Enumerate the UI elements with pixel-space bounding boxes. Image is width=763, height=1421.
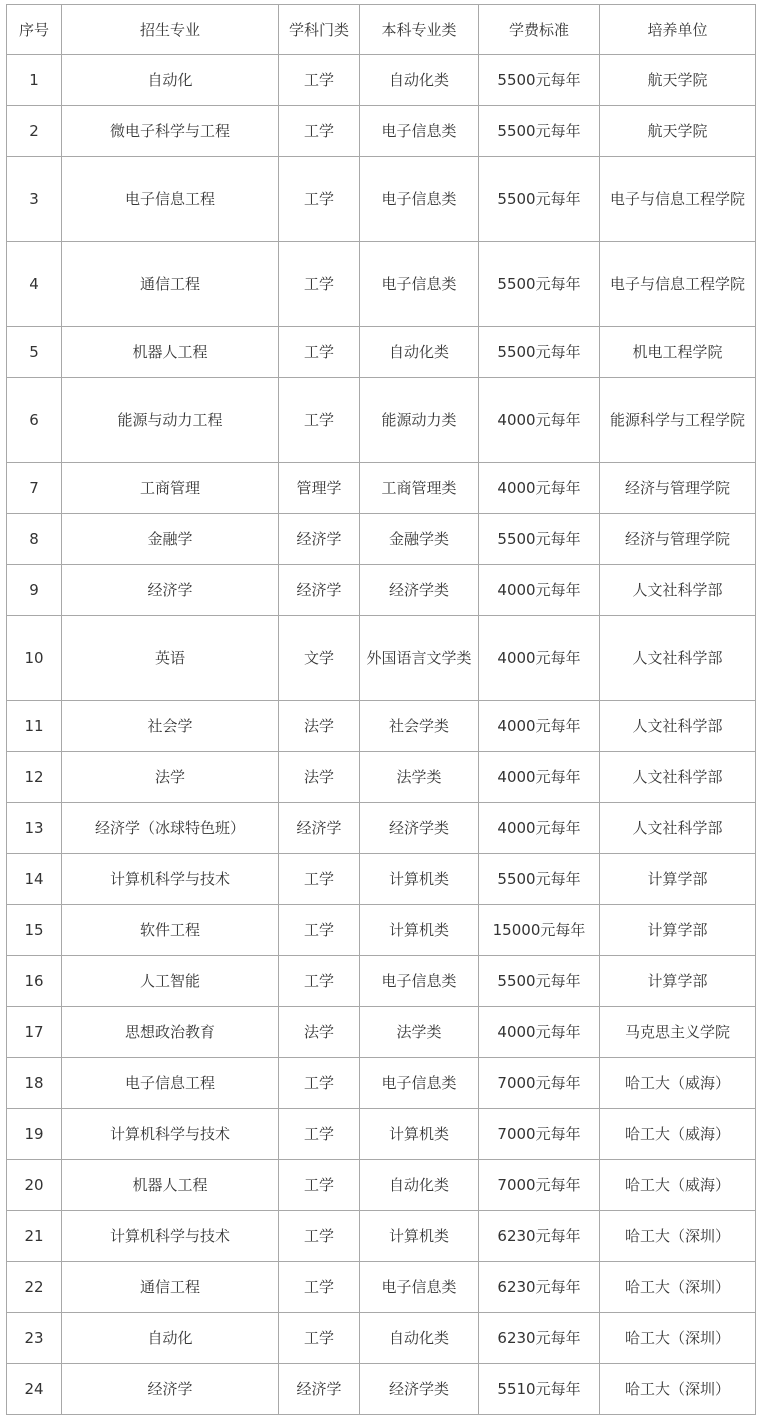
cell-discipline: 工学 <box>279 242 360 327</box>
cell-category: 计算机类 <box>360 905 479 956</box>
cell-tuition: 4000元每年 <box>479 378 600 463</box>
cell-index: 10 <box>7 616 62 701</box>
cell-discipline: 工学 <box>279 106 360 157</box>
cell-tuition: 5510元每年 <box>479 1364 600 1415</box>
cell-unit: 哈工大（深圳） <box>600 1262 756 1313</box>
cell-index: 6 <box>7 378 62 463</box>
table-row <box>7 803 756 854</box>
table-row <box>7 565 756 616</box>
cell-unit: 人文社科学部 <box>600 701 756 752</box>
cell-major: 机器人工程 <box>62 327 279 378</box>
cell-unit: 人文社科学部 <box>600 565 756 616</box>
cell-major: 法学 <box>62 752 279 803</box>
cell-major: 自动化 <box>62 1313 279 1364</box>
cell-category: 自动化类 <box>360 327 479 378</box>
cell-index: 1 <box>7 55 62 106</box>
cell-index: 8 <box>7 514 62 565</box>
cell-unit: 电子与信息工程学院 <box>600 242 756 327</box>
cell-tuition: 7000元每年 <box>479 1160 600 1211</box>
cell-major: 经济学 <box>62 565 279 616</box>
cell-unit: 人文社科学部 <box>600 752 756 803</box>
cell-discipline: 工学 <box>279 1262 360 1313</box>
cell-category: 法学类 <box>360 752 479 803</box>
cell-category: 电子信息类 <box>360 956 479 1007</box>
cell-discipline: 法学 <box>279 701 360 752</box>
cell-major: 计算机科学与技术 <box>62 1211 279 1262</box>
cell-unit: 经济与管理学院 <box>600 463 756 514</box>
cell-major: 人工智能 <box>62 956 279 1007</box>
cell-index: 24 <box>7 1364 62 1415</box>
cell-discipline: 工学 <box>279 956 360 1007</box>
cell-discipline: 工学 <box>279 905 360 956</box>
cell-index: 15 <box>7 905 62 956</box>
cell-major: 工商管理 <box>62 463 279 514</box>
cell-major: 电子信息工程 <box>62 157 279 242</box>
table-row <box>7 905 756 956</box>
cell-unit: 经济与管理学院 <box>600 514 756 565</box>
cell-major: 通信工程 <box>62 242 279 327</box>
table-row <box>7 1160 756 1211</box>
cell-tuition: 5500元每年 <box>479 327 600 378</box>
cell-unit: 哈工大（深圳） <box>600 1211 756 1262</box>
header-tuition: 学费标准 <box>479 5 600 55</box>
cell-tuition: 5500元每年 <box>479 106 600 157</box>
cell-category: 工商管理类 <box>360 463 479 514</box>
cell-category: 电子信息类 <box>360 1262 479 1313</box>
cell-discipline: 经济学 <box>279 1364 360 1415</box>
cell-discipline: 经济学 <box>279 803 360 854</box>
cell-unit: 航天学院 <box>600 106 756 157</box>
cell-category: 金融学类 <box>360 514 479 565</box>
table-row <box>7 616 756 701</box>
cell-unit: 计算学部 <box>600 905 756 956</box>
cell-unit: 哈工大（威海） <box>600 1109 756 1160</box>
cell-discipline: 工学 <box>279 55 360 106</box>
cell-unit: 计算学部 <box>600 854 756 905</box>
cell-discipline: 法学 <box>279 752 360 803</box>
cell-unit: 人文社科学部 <box>600 803 756 854</box>
cell-major: 能源与动力工程 <box>62 378 279 463</box>
cell-category: 能源动力类 <box>360 378 479 463</box>
cell-major: 计算机科学与技术 <box>62 1109 279 1160</box>
cell-index: 22 <box>7 1262 62 1313</box>
cell-category: 外国语言文学类 <box>360 616 479 701</box>
table-row <box>7 1262 756 1313</box>
header-discipline: 学科门类 <box>279 5 360 55</box>
cell-category: 自动化类 <box>360 55 479 106</box>
cell-unit: 机电工程学院 <box>600 327 756 378</box>
cell-index: 2 <box>7 106 62 157</box>
cell-tuition: 5500元每年 <box>479 854 600 905</box>
cell-index: 18 <box>7 1058 62 1109</box>
table-row <box>7 701 756 752</box>
cell-unit: 能源科学与工程学院 <box>600 378 756 463</box>
cell-unit: 计算学部 <box>600 956 756 1007</box>
cell-tuition: 6230元每年 <box>479 1313 600 1364</box>
table-row <box>7 463 756 514</box>
cell-index: 11 <box>7 701 62 752</box>
cell-unit: 人文社科学部 <box>600 616 756 701</box>
cell-tuition: 5500元每年 <box>479 242 600 327</box>
cell-discipline: 经济学 <box>279 565 360 616</box>
cell-major: 自动化 <box>62 55 279 106</box>
table-row <box>7 854 756 905</box>
cell-tuition: 4000元每年 <box>479 616 600 701</box>
cell-major: 经济学 <box>62 1364 279 1415</box>
cell-tuition: 5500元每年 <box>479 157 600 242</box>
cell-unit: 哈工大（深圳） <box>600 1313 756 1364</box>
cell-category: 经济学类 <box>360 803 479 854</box>
cell-tuition: 6230元每年 <box>479 1211 600 1262</box>
cell-major: 英语 <box>62 616 279 701</box>
table-row <box>7 514 756 565</box>
cell-category: 计算机类 <box>360 1109 479 1160</box>
cell-discipline: 工学 <box>279 378 360 463</box>
cell-index: 19 <box>7 1109 62 1160</box>
table-row <box>7 1211 756 1262</box>
cell-discipline: 经济学 <box>279 514 360 565</box>
cell-unit: 电子与信息工程学院 <box>600 157 756 242</box>
cell-discipline: 工学 <box>279 854 360 905</box>
cell-major: 经济学（冰球特色班） <box>62 803 279 854</box>
cell-index: 13 <box>7 803 62 854</box>
table-row <box>7 1007 756 1058</box>
cell-index: 21 <box>7 1211 62 1262</box>
cell-discipline: 管理学 <box>279 463 360 514</box>
cell-major: 软件工程 <box>62 905 279 956</box>
cell-unit: 哈工大（深圳） <box>600 1364 756 1415</box>
enrollment-table <box>6 4 756 1415</box>
table-row <box>7 1109 756 1160</box>
header-unit: 培养单位 <box>600 5 756 55</box>
cell-tuition: 4000元每年 <box>479 463 600 514</box>
cell-index: 16 <box>7 956 62 1007</box>
cell-category: 电子信息类 <box>360 157 479 242</box>
cell-index: 12 <box>7 752 62 803</box>
table-row <box>7 327 756 378</box>
cell-unit: 马克思主义学院 <box>600 1007 756 1058</box>
cell-major: 思想政治教育 <box>62 1007 279 1058</box>
cell-tuition: 4000元每年 <box>479 803 600 854</box>
cell-category: 计算机类 <box>360 1211 479 1262</box>
cell-major: 微电子科学与工程 <box>62 106 279 157</box>
cell-discipline: 文学 <box>279 616 360 701</box>
cell-major: 通信工程 <box>62 1262 279 1313</box>
table-row <box>7 106 756 157</box>
cell-category: 电子信息类 <box>360 1058 479 1109</box>
cell-discipline: 工学 <box>279 1313 360 1364</box>
cell-major: 计算机科学与技术 <box>62 854 279 905</box>
table-row <box>7 157 756 242</box>
cell-category: 自动化类 <box>360 1313 479 1364</box>
cell-discipline: 工学 <box>279 1211 360 1262</box>
cell-major: 电子信息工程 <box>62 1058 279 1109</box>
cell-category: 电子信息类 <box>360 242 479 327</box>
cell-index: 7 <box>7 463 62 514</box>
table-row <box>7 55 756 106</box>
cell-category: 经济学类 <box>360 1364 479 1415</box>
cell-tuition: 6230元每年 <box>479 1262 600 1313</box>
cell-category: 经济学类 <box>360 565 479 616</box>
cell-tuition: 15000元每年 <box>479 905 600 956</box>
header-index: 序号 <box>7 5 62 55</box>
cell-category: 自动化类 <box>360 1160 479 1211</box>
cell-discipline: 工学 <box>279 1058 360 1109</box>
cell-tuition: 4000元每年 <box>479 1007 600 1058</box>
cell-major: 社会学 <box>62 701 279 752</box>
cell-index: 9 <box>7 565 62 616</box>
table-row <box>7 378 756 463</box>
header-major: 招生专业 <box>62 5 279 55</box>
cell-tuition: 7000元每年 <box>479 1058 600 1109</box>
cell-index: 3 <box>7 157 62 242</box>
cell-category: 法学类 <box>360 1007 479 1058</box>
cell-discipline: 工学 <box>279 1160 360 1211</box>
cell-tuition: 4000元每年 <box>479 752 600 803</box>
cell-tuition: 4000元每年 <box>479 565 600 616</box>
cell-discipline: 工学 <box>279 327 360 378</box>
cell-category: 计算机类 <box>360 854 479 905</box>
cell-unit: 航天学院 <box>600 55 756 106</box>
cell-discipline: 法学 <box>279 1007 360 1058</box>
cell-major: 金融学 <box>62 514 279 565</box>
cell-index: 23 <box>7 1313 62 1364</box>
cell-index: 4 <box>7 242 62 327</box>
table-row <box>7 956 756 1007</box>
cell-tuition: 5500元每年 <box>479 956 600 1007</box>
cell-discipline: 工学 <box>279 157 360 242</box>
table-row <box>7 752 756 803</box>
table-header-row <box>7 5 756 55</box>
cell-tuition: 5500元每年 <box>479 514 600 565</box>
cell-unit: 哈工大（威海） <box>600 1160 756 1211</box>
cell-category: 社会学类 <box>360 701 479 752</box>
table-row <box>7 242 756 327</box>
cell-index: 14 <box>7 854 62 905</box>
cell-index: 17 <box>7 1007 62 1058</box>
table-row <box>7 1364 756 1415</box>
table-row <box>7 1058 756 1109</box>
table-row <box>7 1313 756 1364</box>
cell-category: 电子信息类 <box>360 106 479 157</box>
cell-tuition: 5500元每年 <box>479 55 600 106</box>
header-category: 本科专业类 <box>360 5 479 55</box>
cell-index: 20 <box>7 1160 62 1211</box>
cell-tuition: 4000元每年 <box>479 701 600 752</box>
cell-index: 5 <box>7 327 62 378</box>
cell-discipline: 工学 <box>279 1109 360 1160</box>
cell-tuition: 7000元每年 <box>479 1109 600 1160</box>
cell-unit: 哈工大（威海） <box>600 1058 756 1109</box>
cell-major: 机器人工程 <box>62 1160 279 1211</box>
